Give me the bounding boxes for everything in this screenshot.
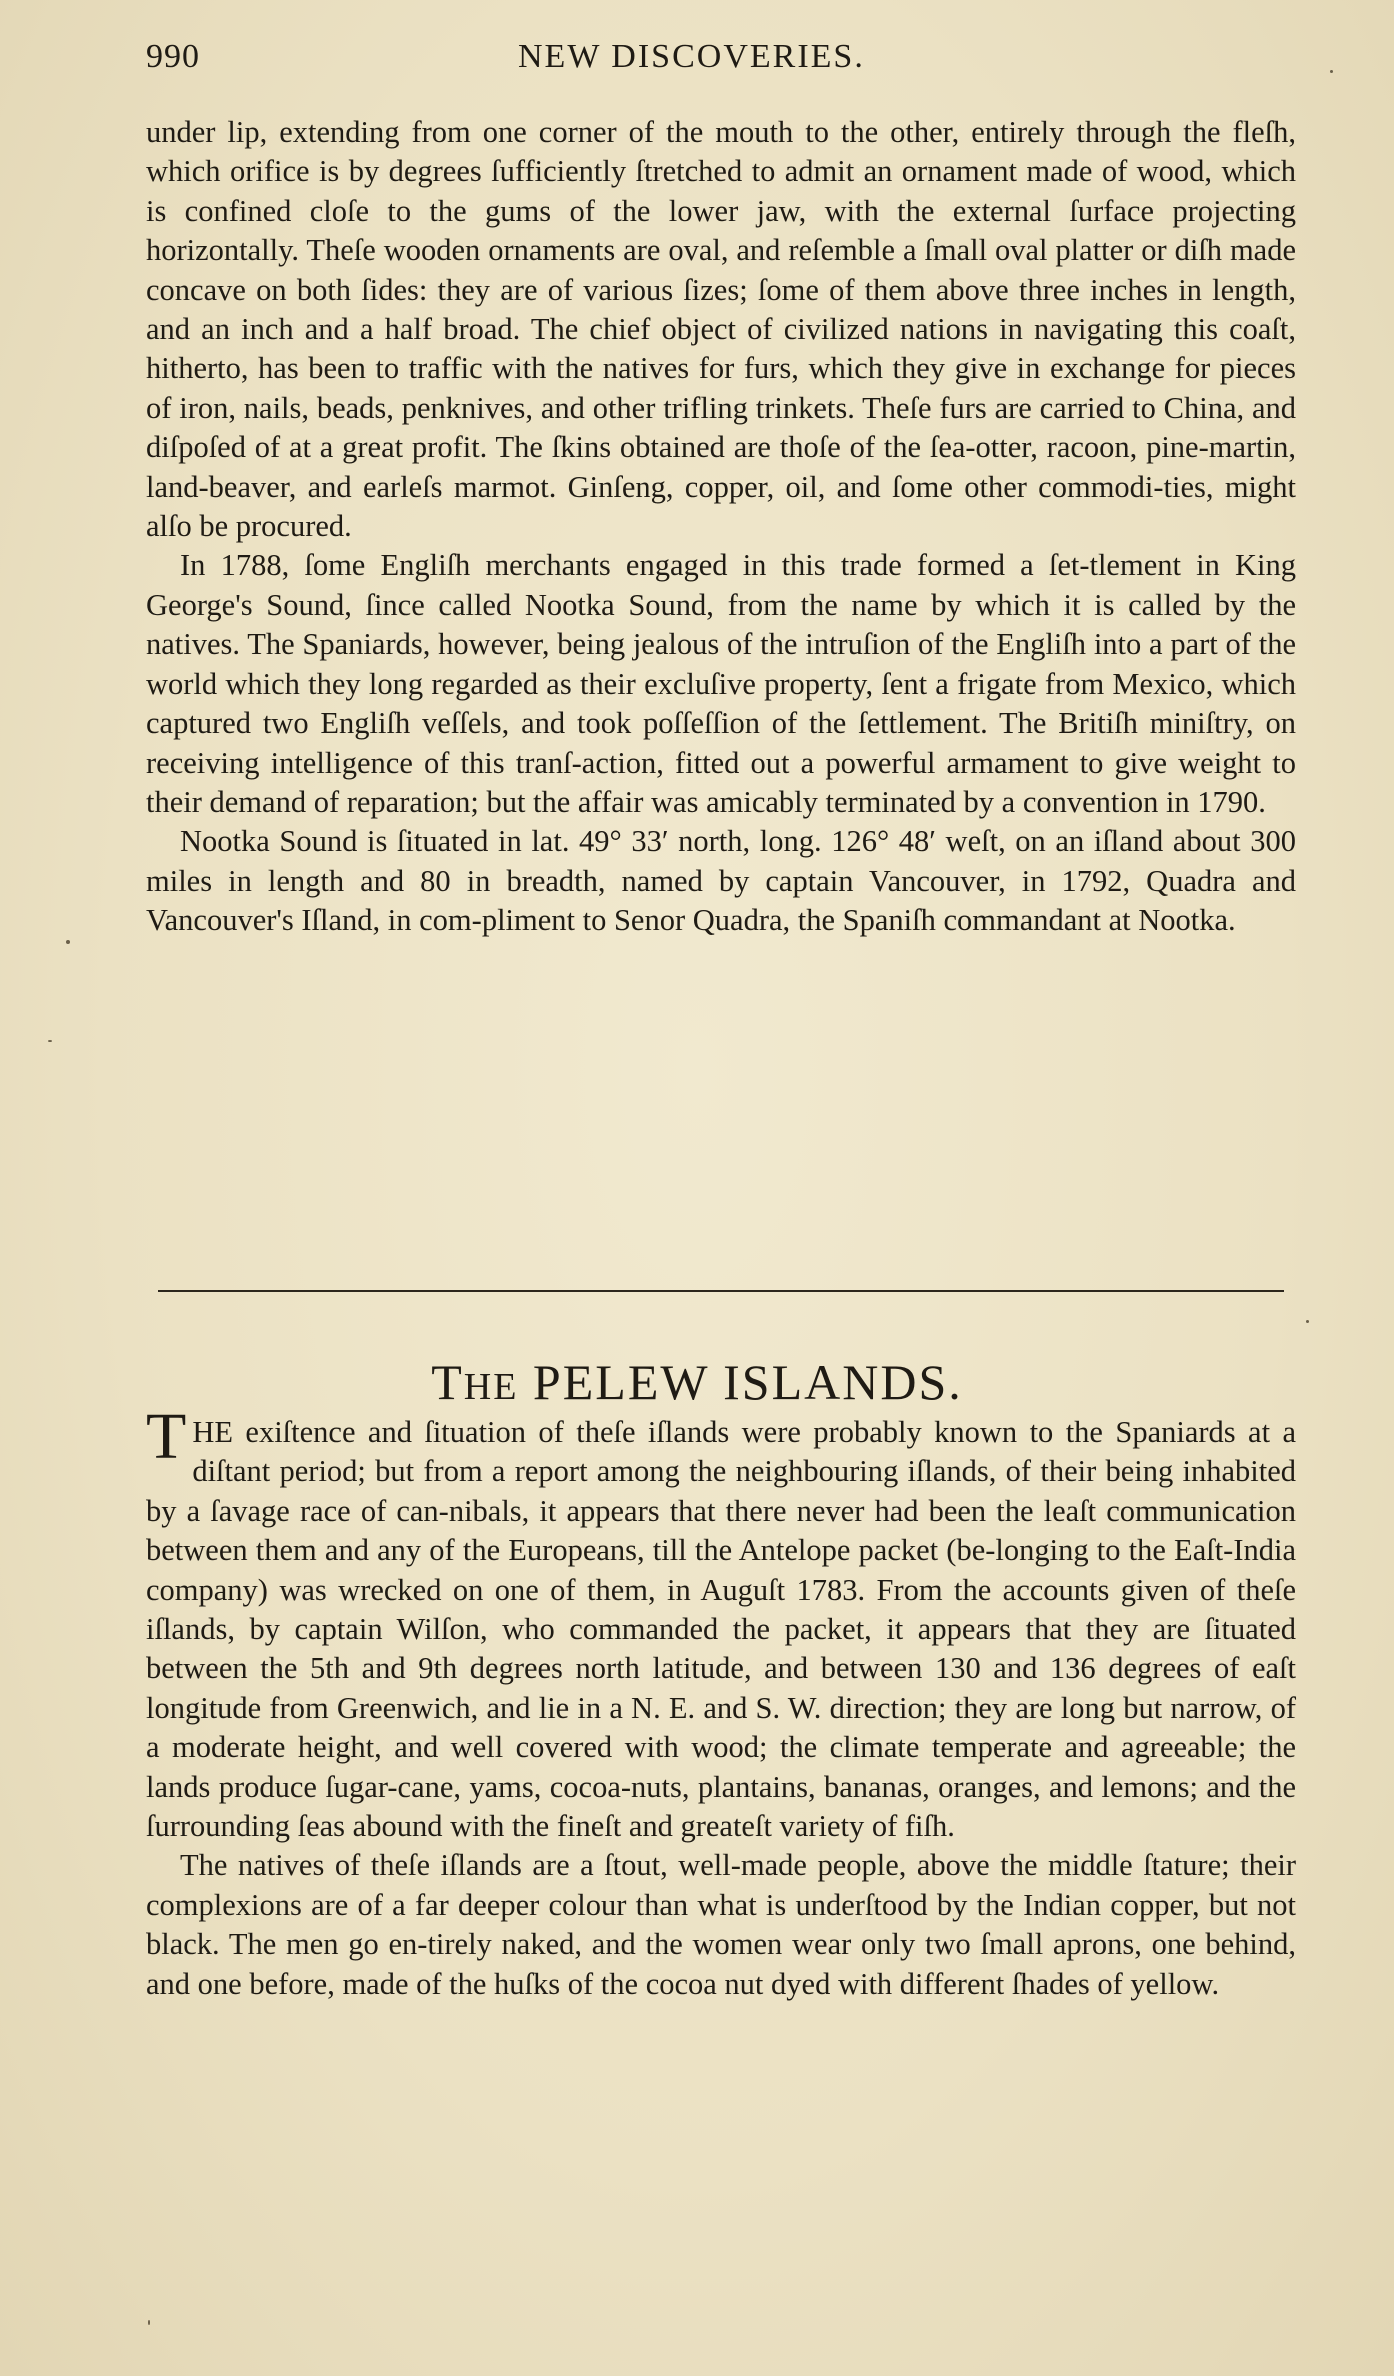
title-main: PELEW ISLANDS. — [532, 1354, 963, 1410]
paper-speck — [48, 1040, 52, 1042]
page-header — [146, 38, 1296, 78]
paragraph-nootka-location: Nootka Sound is ſituated in lat. 49° 33′ north, long. 126° 48′ weſt, on an iſland about 300 miles in length and 80 in breadth, named by captain Vancouver, in 1792, Quadra and Vancouver's Iſland, in com-pliment to Senor Quadra, the Spaniſh commandant at Nootka. — [146, 824, 1296, 938]
paragraph-pelew-existence — [146, 1400, 1297, 1846]
page-number: 990 — [146, 38, 200, 75]
paragraph-pelew-natives: The natives of theſe iſlands are a ſtout, well-made people, above the middle ſtature; their complexions are of a far deeper colour than what is underſtood by the Indian copper, but not black. The men go en-tirely naked, and the women wear only two ſmall aprons, one behind, and one before, made of the huſks of the cocoa nut dyed with different ſhades of yellow. — [146, 1848, 1296, 2001]
pelew-section-text — [146, 1400, 1297, 2004]
drop-cap-letter: T — [146, 1400, 187, 1473]
paper-speck — [66, 940, 70, 944]
running-head: NEW DISCOVERIES. — [518, 38, 865, 75]
section-divider-rule — [158, 1290, 1284, 1292]
section-title-pelew-islands — [0, 1353, 1394, 1411]
drop-cap-word-rest: HE — [192, 1415, 233, 1449]
paper-speck — [148, 2320, 150, 2325]
nootka-section-text — [146, 113, 1296, 941]
paper-speck — [1330, 70, 1333, 73]
paragraph-nootka-settlement: In 1788, ſome Engliſh merchants engaged in this trade formed a ſet-tlement in King George's Sound, ſince called Nootka Sound, from the name by which it is called by the natives. The Spaniards, however, being jealous of the intruſion of the Engliſh into a part of the world which they long regarded as their excluſive property, ſent a frigate from Mexico, which captured two Engliſh veſſels, and took poſſeſſion of the ſettlement. The Britiſh miniſtry, on receiving intelligence of this tranſ-action, fitted out a powerful armament to give weight to their demand of reparation; but the affair was amicably terminated by a convention in 1790. — [146, 548, 1296, 819]
paragraph-pelew-existence-text: exiſtence and ſituation of theſe iſlands were probably known to the Spaniards at a diſtant period; but from a report among the neighbouring iſlands, of their being inhabited by a ſavage race of can-nibals, it appears that there never had been the leaſt communication between them and any of the Europeans, till the Antelope packet (be-longing to the Eaſt-India company) was wrecked on one of them, in Auguſt 1783. From the accounts given of theſe iſlands, by captain Wilſon, who commanded the packet, it appears that they are ſituated between the 5th and 9th degrees north latitude, and between 130 and 136 degrees of eaſt longitude from Greenwich, and lie in a N. E. and S. W. direction; they are long but narrow, of a moderate height, and well covered with wood; the climate temperate and agreeable; the lands produce ſugar-cane, yams, cocoa-nuts, plantains, bananas, oranges, and lemons; and the ſurrounding ſeas abound with the fineſt and greateſt variety of fiſh. — [146, 1415, 1297, 1844]
title-initial: T — [431, 1354, 464, 1410]
paper-speck — [1306, 1320, 1309, 1323]
title-small-caps: HE — [463, 1366, 519, 1408]
paragraph-lip-ornaments: under lip, extending from one corner of the mouth to the other, entirely through the fleſh, which orifice is by degrees ſufficiently ſtretched to admit an ornament made of wood, which is confined cloſe to the gums of the lower jaw, with the external ſurface projecting horizontally. Theſe wooden ornaments are oval, and reſemble a ſmall oval platter or diſh made concave on both ſides: they are of various ſizes; ſome of them above three inches in length, and an inch and a half broad. The chief object of civilized nations in navigating this coaſt, hitherto, has been to traffic with the natives for furs, which they give in exchange for pieces of iron, nails, beads, penknives, and other trifling trinkets. Theſe furs are carried to China, and diſpoſed of at a great profit. The ſkins obtained are thoſe of the ſea-otter, racoon, pine-martin, land-beaver, and earleſs marmot. Ginſeng, copper, oil, and ſome other commodi-ties, might alſo be procured. — [146, 115, 1296, 544]
